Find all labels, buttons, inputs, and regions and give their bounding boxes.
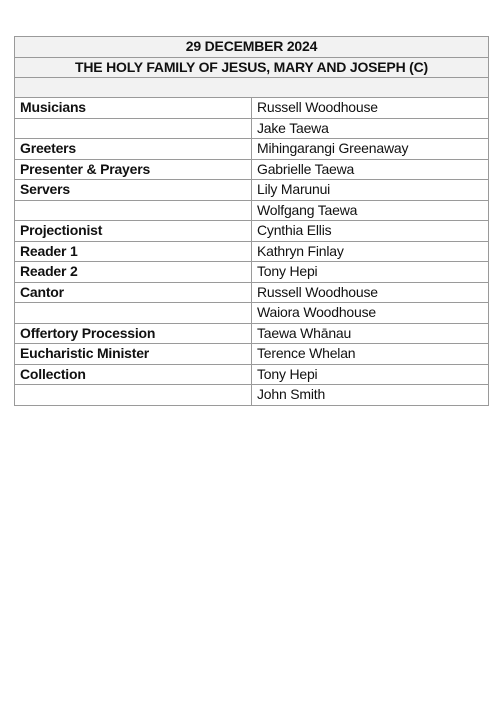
table-row [15, 200, 489, 221]
role-cell: Collection [15, 364, 252, 385]
person-cell: Terence Whelan [252, 344, 489, 365]
service-date: 29 DECEMBER 2024 [15, 37, 489, 58]
table-row [15, 139, 489, 160]
table-row [15, 180, 489, 201]
role-cell: Cantor [15, 282, 252, 303]
role-cell [15, 303, 252, 324]
person-cell: Tony Hepi [252, 262, 489, 283]
table-row [15, 364, 489, 385]
role-cell: Servers [15, 180, 252, 201]
role-cell [15, 118, 252, 139]
role-cell: Musicians [15, 98, 252, 119]
table-row [15, 282, 489, 303]
role-cell: Reader 1 [15, 241, 252, 262]
person-cell: Russell Woodhouse [252, 282, 489, 303]
role-cell: Offertory Procession [15, 323, 252, 344]
table-row [15, 262, 489, 283]
table-row [15, 118, 489, 139]
person-cell: Tony Hepi [252, 364, 489, 385]
person-cell: John Smith [252, 385, 489, 406]
person-cell: Mihingarangi Greenaway [252, 139, 489, 160]
date-row [15, 37, 489, 58]
role-cell [15, 200, 252, 221]
table-row [15, 221, 489, 242]
table-row [15, 385, 489, 406]
person-cell: Gabrielle Taewa [252, 159, 489, 180]
feast-row [15, 57, 489, 78]
roster-table [14, 36, 489, 406]
person-cell: Wolfgang Taewa [252, 200, 489, 221]
table-row [15, 241, 489, 262]
table-row [15, 344, 489, 365]
role-cell: Presenter & Prayers [15, 159, 252, 180]
feast-title: THE HOLY FAMILY OF JESUS, MARY AND JOSEPH (C) [15, 57, 489, 78]
role-cell: Greeters [15, 139, 252, 160]
spacer-row [15, 78, 489, 98]
table-row [15, 159, 489, 180]
person-cell: Taewa Whānau [252, 323, 489, 344]
person-cell: Cynthia Ellis [252, 221, 489, 242]
person-cell: Jake Taewa [252, 118, 489, 139]
person-cell: Lily Marunui [252, 180, 489, 201]
role-cell: Eucharistic Minister [15, 344, 252, 365]
person-cell: Kathryn Finlay [252, 241, 489, 262]
table-row [15, 303, 489, 324]
person-cell: Russell Woodhouse [252, 98, 489, 119]
table-row [15, 323, 489, 344]
role-cell: Reader 2 [15, 262, 252, 283]
role-cell: Projectionist [15, 221, 252, 242]
spacer-cell [15, 78, 489, 98]
table-row [15, 98, 489, 119]
person-cell: Waiora Woodhouse [252, 303, 489, 324]
role-cell [15, 385, 252, 406]
